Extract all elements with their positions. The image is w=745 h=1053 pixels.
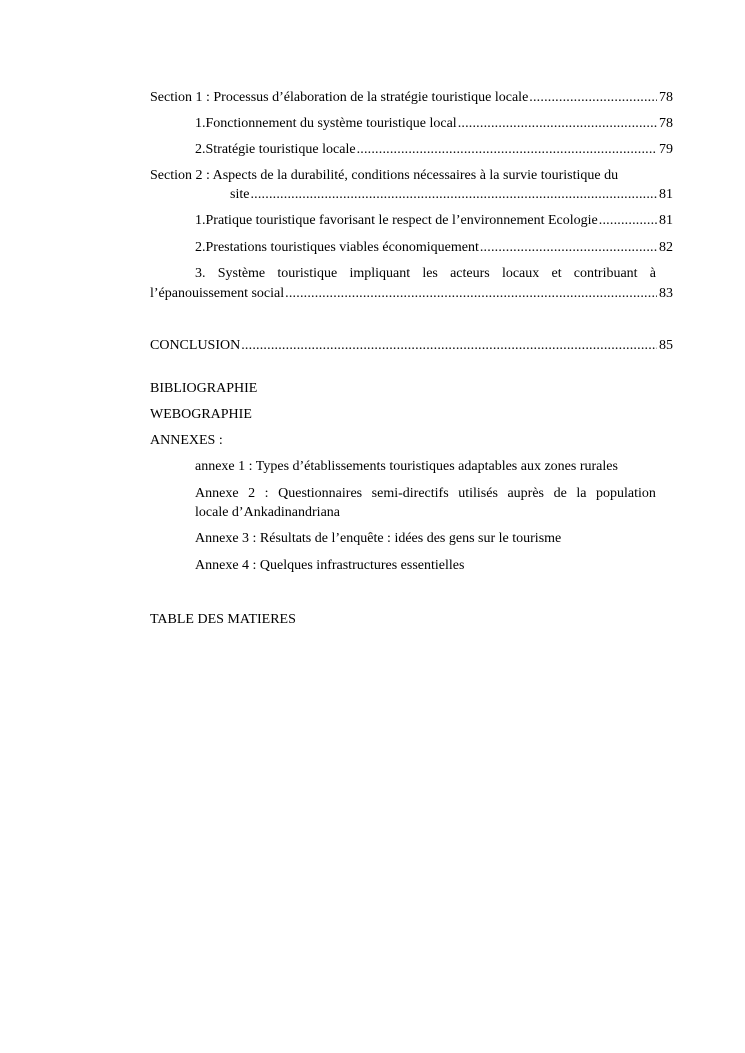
toc-section-2-item-1[interactable] xyxy=(195,212,673,229)
toc-conclusion-page: 85 xyxy=(659,338,673,353)
annexe-3: Annexe 3 : Résultats de l’enquête : idées des gens sur le tourisme xyxy=(195,531,562,546)
webographie-heading: WEBOGRAPHIE xyxy=(150,407,252,422)
toc-item-number: 1. xyxy=(195,116,206,131)
toc-word: les xyxy=(422,266,438,281)
toc-section-1[interactable] xyxy=(150,89,673,106)
toc-conclusion[interactable] xyxy=(150,337,673,354)
annexe-word: de xyxy=(553,486,567,501)
toc-item-number: 2. xyxy=(195,142,206,157)
toc-leader xyxy=(250,186,657,203)
annexe-1: annexe 1 : Types d’établissements touristiques adaptables aux zones rurales xyxy=(195,459,618,474)
toc-section-2-item-3-line1[interactable] xyxy=(195,265,656,282)
toc-leader xyxy=(480,239,657,256)
toc-word: contribuant xyxy=(573,266,638,281)
toc-word: impliquant xyxy=(349,266,411,281)
toc-item-page: 79 xyxy=(659,142,673,157)
annexe-4: Annexe 4 : Quelques infrastructures essentielles xyxy=(195,558,465,573)
toc-item-number: 1. xyxy=(195,213,206,228)
toc-word: touristique xyxy=(277,266,338,281)
toc-section-2-title-line1[interactable]: Section 2 : Aspects de la durabilité, conditions nécessaires à la survie touristique du xyxy=(150,168,619,183)
toc-section-1-page: 78 xyxy=(659,90,673,105)
toc-item-page: 83 xyxy=(659,286,673,301)
annexe-word: : xyxy=(264,486,269,501)
annexe-word: Questionnaires xyxy=(278,486,363,501)
toc-word: 3. xyxy=(195,266,206,281)
toc-word: locaux xyxy=(501,266,540,281)
annexe-word: 2 xyxy=(248,486,256,501)
toc-item-title: l’épanouissement social xyxy=(150,286,285,301)
toc-section-1-item-1[interactable] xyxy=(195,115,673,132)
toc-conclusion-title: CONCLUSION xyxy=(150,338,241,353)
annexe-2-line1 xyxy=(195,485,656,502)
annexes-heading: ANNEXES : xyxy=(150,433,223,448)
toc-word: acteurs xyxy=(450,266,490,281)
toc-section-1-item-2[interactable] xyxy=(195,141,673,158)
toc-item-title: Stratégie touristique locale xyxy=(205,142,356,157)
toc-leader xyxy=(599,212,657,229)
toc-item-title: Pratique touristique favorisant le respect de l’environnement Ecologie xyxy=(205,213,598,228)
toc-leader xyxy=(458,115,657,132)
annexe-word: utilisés xyxy=(458,486,498,501)
toc-item-number: 2. xyxy=(195,240,206,255)
annexe-word: auprès xyxy=(507,486,544,501)
toc-section-1-title: Section 1 : Processus d’élaboration de la stratégie touristique locale xyxy=(150,90,529,105)
bibliographie-heading: BIBLIOGRAPHIE xyxy=(150,381,258,396)
toc-leader xyxy=(285,285,657,302)
toc-section-2[interactable] xyxy=(230,186,673,203)
toc-leader xyxy=(241,337,657,354)
annexe-word: la xyxy=(576,486,587,501)
toc-word: et xyxy=(551,266,562,281)
toc-leader xyxy=(357,141,657,158)
annexe-word: population xyxy=(596,486,656,501)
toc-leader xyxy=(529,89,657,106)
toc-item-title: Prestations touristiques viables économiquement xyxy=(205,240,479,255)
toc-item-page: 81 xyxy=(659,213,673,228)
toc-section-2-title-line2: site xyxy=(230,187,250,202)
toc-word: à xyxy=(649,266,656,281)
toc-word: Système xyxy=(217,266,266,281)
toc-item-page: 78 xyxy=(659,116,673,131)
toc-section-2-item-2[interactable] xyxy=(195,239,673,256)
annexe-word: Annexe xyxy=(195,486,239,501)
toc-item-page: 82 xyxy=(659,240,673,255)
toc-section-2-page: 81 xyxy=(659,187,673,202)
annexe-word: semi-directifs xyxy=(371,486,449,501)
table-des-matieres-heading: TABLE DES MATIERES xyxy=(150,612,296,627)
toc-item-title: Fonctionnement du système touristique local xyxy=(205,116,457,131)
annexe-2-line2: locale d’Ankadinandriana xyxy=(195,505,340,520)
toc-section-2-item-3-line2[interactable] xyxy=(150,285,673,302)
